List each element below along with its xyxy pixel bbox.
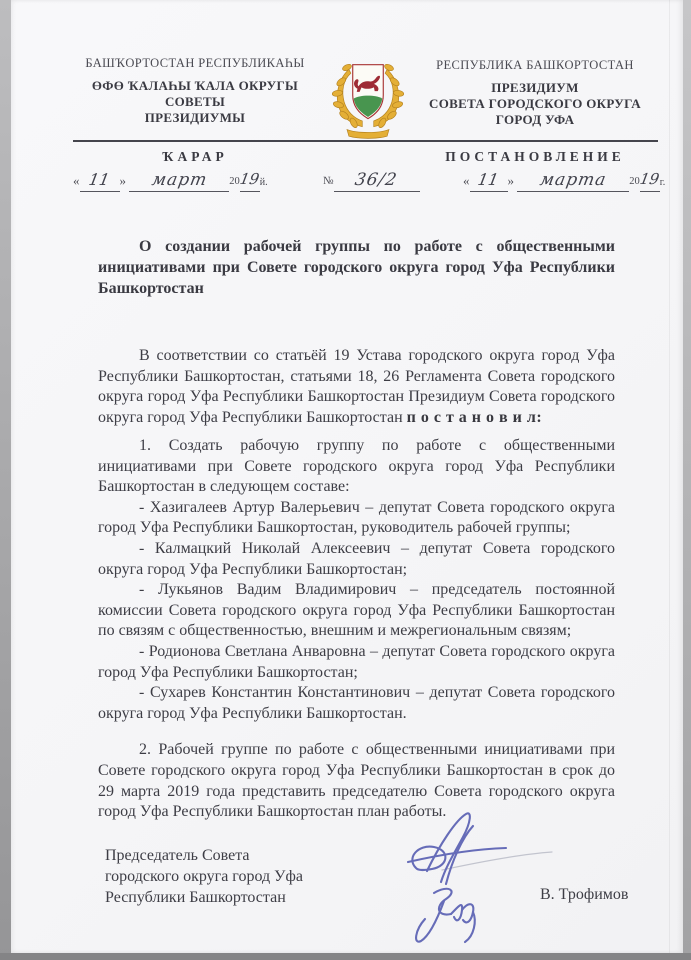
photo-edge-right [683,0,691,960]
member-sukharev: - Сухарев Константин Константинович – депутат Совета городского округа город Уфа Республики Башкортостан. [98,684,615,722]
signer-position-line3: Республики Башкортостан [105,889,286,906]
member-rodionova: - Родионова Светлана Анваровна – депутат Совета городского округа город Уфа Республики Башкортостан; [98,642,615,681]
resolution-body [98,436,615,823]
member-khazigaleev: - Хазигалеев Артур Валерьевич – депутат Совета городского округа город Уфа Республики Башкортостан, руководитель рабочей группы; [98,498,615,537]
point-1: 1. Создать рабочую группу по работе с общественными инициативами при Совете городского округа город Уфа Республики Башкортостан в следующем составе: [98,437,615,496]
point-2: 2. Рабочей группе по работе с общественными инициативами при Совете городского округа город Уфа Республики Башкортостан в срок до 29 марта 2019 года представить председателю Совета городского округа город Уфа Республики Башкортостан план работы. [98,741,615,821]
header-bashkir-body2: СОВЕТЫ [164,94,226,109]
day-slot: 11 [80,170,120,192]
date-russian [463,170,665,192]
close-quote: » [507,173,514,188]
month-slot: март [129,170,229,192]
document-title: О создании рабочей группы по работе с общественными инициативами при Совете городского округа город Уфа Республики Башкортостан [98,238,615,297]
handwritten-signature [394,798,559,950]
month-slot: марта [517,170,629,192]
year-slot: 19 [240,170,260,192]
date-bashkir [73,170,268,192]
year-prefix: 20 [629,176,640,187]
member-kalmatskiy: - Калмацкий Николай Алексеевич – депутат Совета городского округа город Уфа Республики Башкортостан; [98,539,615,578]
year-suffix: г. [659,177,666,188]
preamble-text: В соответствии со статьёй 19 Устава городского округа город Уфа Республики Башкортостан, статьями 18, 26 Регламента Совета городского округа город Уфа Республики Башкортостан Президиум Совета городского округа город Уфа Республики Башкортостан [98,347,615,426]
number-slot: 36/2 [334,170,420,192]
year-slot: 19 [640,170,660,192]
header-bashkir-body3: ПРЕЗИДИУМЫ [144,110,246,125]
header-bashkir [67,56,323,126]
ufa-coat-of-arms-icon [327,57,409,141]
doc-type-bashkir: ҠАРАР [162,149,228,164]
header-russian [409,58,661,128]
year-prefix: 20 [229,176,240,187]
open-quote: « [463,173,470,188]
resolved-word: п о с т а н о в и л: [406,408,543,426]
signer-position-line2: городского округа город Уфа [105,868,303,885]
header-russian-republic: РЕСПУБЛИКА БАШКОРТОСТАН [436,58,634,72]
open-quote: « [73,173,80,188]
document-page [11,0,683,953]
day-slot: 11 [470,170,508,192]
header-bashkir-body1: ӨФӨ ҠАЛАҺЫ ҠАЛА ОКРУГЫ [91,78,299,93]
number-sign: № [323,175,334,187]
member-lukyanov: - Лукьянов Вадим Владимирович – председатель постоянной комиссии Совета городского округа город Уфа Республики Башкортостан по связям с общественностью, внешним и межрегиональным связям; [98,581,615,640]
preamble-paragraph [98,346,615,428]
header-russian-body3: ГОРОД УФА [495,112,575,127]
photo-edge-left [0,0,11,960]
photo-edge-bottom [0,953,691,960]
signer-position-line1: Председатель Совета [105,847,250,864]
close-quote: » [119,173,126,188]
document-number [323,170,420,192]
header-russian-body1: ПРЕЗИДИУМ [491,80,579,95]
page-fold-line [669,0,670,953]
header-divider [73,140,658,142]
year-suffix: й. [259,177,268,188]
doc-type-russian: ПОСТАНОВЛЕНИЕ [445,149,625,164]
header-russian-body2: СОВЕТА ГОРОДСКОГО ОКРУГА [429,96,641,111]
signer-position [105,845,303,908]
header-bashkir-republic: БАШҠОРТОСТАН РЕСПУБЛИКАҺЫ [85,56,305,70]
date-number-row [11,170,683,206]
signer-name: В. Трофимов [540,886,629,903]
